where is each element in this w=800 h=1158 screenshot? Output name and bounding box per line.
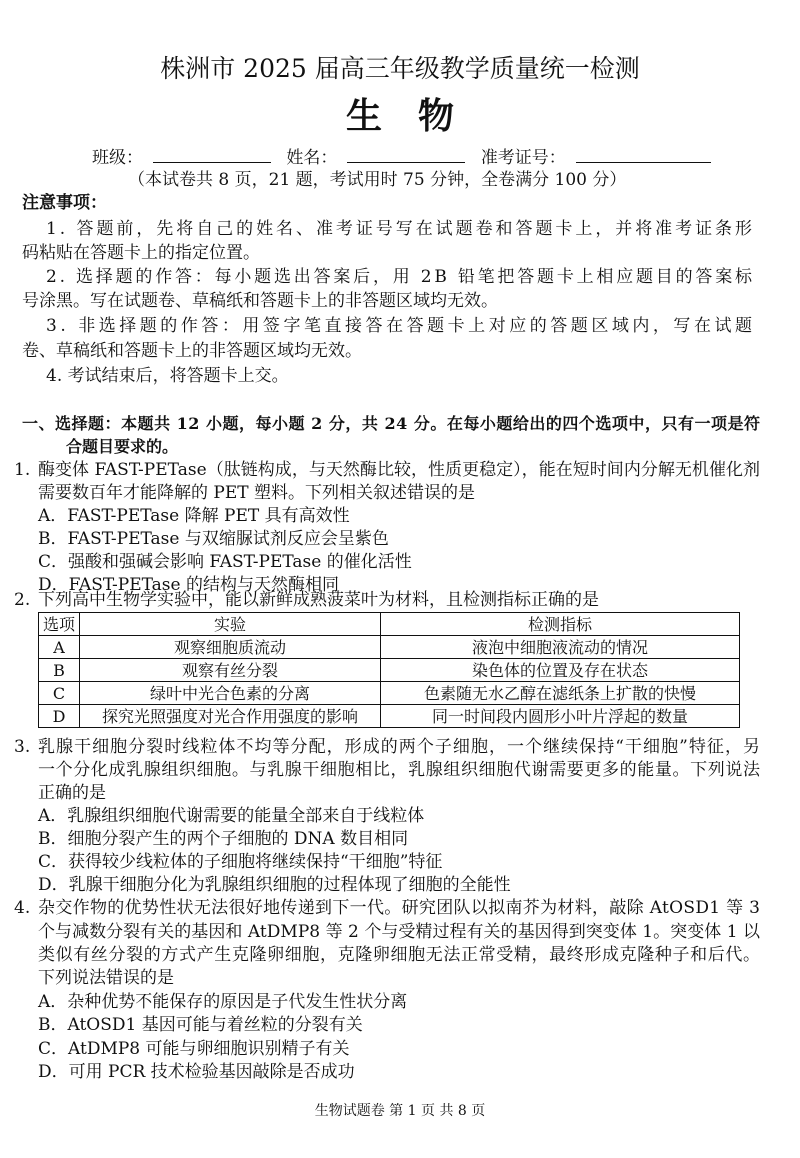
- table-cell: 染色体的位置及存在状态: [381, 659, 740, 682]
- question-number: 1.: [14, 460, 31, 480]
- notice-line: 卷、草稿纸和答题卡上的非答题区域均无效。: [22, 341, 362, 361]
- option-d: D．可用 PCR 技术检验基因敲除是否成功: [38, 1062, 355, 1082]
- notice-line: 3. 非选择题的作答：用签字笔直接答在答题卡上对应的答题区域内，写在试题: [46, 316, 756, 336]
- question-stem: 正确的是: [38, 783, 106, 803]
- question-number: 3.: [14, 737, 31, 757]
- student-info-fields: [92, 146, 721, 169]
- option-c: C．强酸和强碱会影响 FAST-PETase 的催化活性: [38, 552, 412, 572]
- table-header: 实验: [80, 613, 381, 636]
- notice-heading: 注意事项：: [22, 193, 107, 213]
- class-label: 班级：: [92, 148, 143, 168]
- question-number: 2.: [14, 590, 31, 610]
- option-d: D．FAST-PETase 的结构与天然酶相同: [38, 575, 339, 595]
- question-stem: 乳腺干细胞分裂时线粒体不均等分配，形成的两个子细胞，一个继续保持“干细胞”特征，另: [38, 737, 762, 757]
- question-stem: 个与减数分裂有关的基因和 AtDMP8 等 2 个与受精过程有关的基因得到突变体 1。突变体 1 以: [38, 922, 761, 942]
- question-stem: 类似有丝分裂的方式产生克隆卵细胞，克隆卵细胞无法正常受精，最终形成克隆种子和后代。: [38, 945, 761, 965]
- table-row: [39, 682, 740, 705]
- notice-line: 码粘贴在答题卡上的指定位置。: [22, 243, 260, 263]
- table-cell: 观察有丝分裂: [80, 659, 381, 682]
- table-row: [39, 705, 740, 728]
- table-cell: 液泡中细胞液流动的情况: [381, 636, 740, 659]
- option-c: C．AtDMP8 可能与卵细胞识别精子有关: [38, 1039, 350, 1059]
- name-blank: [347, 146, 465, 163]
- section-heading: 一、选择题：本题共 12 小题，每小题 2 分，共 24 分。在每小题给出的四个选项中，只有一项是符: [22, 414, 761, 433]
- table-cell: C: [39, 682, 80, 705]
- option-d: D．乳腺干细胞分化为乳腺组织细胞的过程体现了细胞的全能性: [38, 875, 511, 895]
- exam-id-blank: [576, 146, 711, 163]
- table-cell: 观察细胞质流动: [80, 636, 381, 659]
- notice-line: 4. 考试结束后，将答题卡上交。: [46, 366, 289, 386]
- notice-line: 号涂黑。写在试题卷、草稿纸和答题卡上的非答题区域均无效。: [22, 291, 498, 311]
- notice-line: 2. 选择题的作答：每小题选出答案后，用 2B 铅笔把答题卡上相应题目的答案标: [46, 267, 755, 287]
- page-footer: 生物试题卷 第 1 页 共 8 页: [314, 1103, 486, 1119]
- option-b: B．FAST-PETase 与双缩脲试剂反应会呈紫色: [38, 529, 389, 549]
- option-a: A．FAST-PETase 降解 PET 具有高效性: [38, 506, 350, 526]
- exam-title: 株洲市 2025 届高三年级教学质量统一检测: [160, 54, 640, 83]
- question-number: 4.: [14, 898, 31, 918]
- question-stem: 杂交作物的优势性状无法很好地传递到下一代。研究团队以拟南芥为材料，敲除 AtOSD1 等 3: [38, 898, 761, 918]
- table-header-row: [39, 613, 740, 636]
- question-stem: 一个分化成乳腺组织细胞。与乳腺干细胞相比，乳腺组织细胞代谢需要更多的能量。下列说法: [38, 760, 761, 780]
- table-cell: 同一时间段内圆形小叶片浮起的数量: [381, 705, 740, 728]
- name-label: 姓名：: [286, 148, 338, 168]
- table-row: [39, 636, 740, 659]
- option-b: B．AtOSD1 基因可能与着丝粒的分裂有关: [38, 1015, 363, 1035]
- option-b: B．细胞分裂产生的两个子细胞的 DNA 数目相同: [38, 829, 409, 849]
- table-cell: 绿叶中光合色素的分离: [80, 682, 381, 705]
- table-cell: 探究光照强度对光合作用强度的影响: [80, 705, 381, 728]
- class-blank: [153, 146, 271, 163]
- exam-id-label: 准考证号：: [480, 148, 566, 168]
- section-heading: 合题目要求的。: [66, 437, 179, 456]
- exam-info: （本试卷共 8 页，21 题，考试用时 75 分钟，全卷满分 100 分）: [128, 170, 627, 190]
- experiment-table: [38, 612, 740, 728]
- question-stem: 酶变体 FAST-PETase（肽链构成，与天然酶比较，性质更稳定），能在短时间内分解无机催化剂: [38, 460, 761, 480]
- question-stem: 下列高中生物学实验中，能以新鲜成熟菠菜叶为材料，且检测指标正确的是: [38, 590, 599, 610]
- table-cell: 色素随无水乙醇在滤纸条上扩散的快慢: [381, 682, 740, 705]
- question-stem: 下列说法错误的是: [38, 968, 174, 988]
- table-cell: D: [39, 705, 80, 728]
- table-header: 选项: [39, 613, 80, 636]
- subject-title: 生 物: [345, 95, 454, 137]
- table-cell: A: [39, 636, 80, 659]
- option-a: A．乳腺组织细胞代谢需要的能量全部来自于线粒体: [38, 806, 425, 826]
- table-cell: B: [39, 659, 80, 682]
- option-c: C．获得较少线粒体的子细胞将继续保持“干细胞”特征: [38, 852, 443, 872]
- notice-line: 1. 答题前，先将自己的姓名、准考证号写在试题卷和答题卡上，并将准考证条形: [46, 219, 755, 239]
- table-header: 检测指标: [381, 613, 740, 636]
- option-a: A．杂种优势不能保存的原因是子代发生性状分离: [38, 992, 408, 1012]
- table-row: [39, 659, 740, 682]
- question-stem: 需要数百年才能降解的 PET 塑料。下列相关叙述错误的是: [38, 483, 475, 503]
